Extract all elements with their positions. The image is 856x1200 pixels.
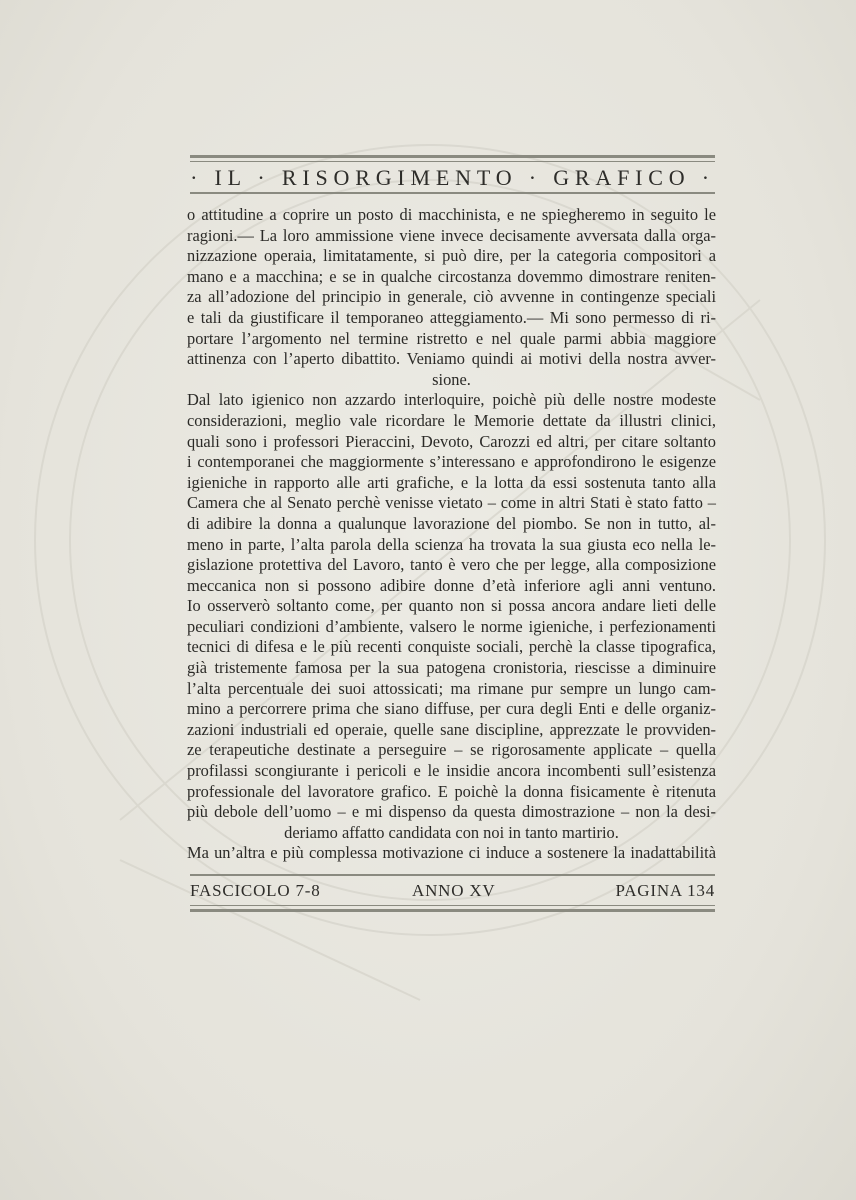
text-line: di adibire la donna a qualunque lavorazione del piombo. Se non in tutto, al- xyxy=(187,513,716,533)
text-line: profilassi scongiurante i pericoli e le insidie ancora incombenti sull’esistenza xyxy=(187,761,716,781)
issue-number: FASCICOLO 7-8 xyxy=(190,881,321,900)
text-line: peculiari condizioni d’ambiente, valsero le norme igieniche, i perfezionamenti xyxy=(187,616,716,636)
text-line: considerazioni, meglio vale ricordare le Memorie dettate da illustri clinici, xyxy=(187,410,716,430)
footer-rule-bottom xyxy=(190,909,715,912)
header-rule-top xyxy=(190,155,715,158)
text-line: e tali da giustificare il temporaneo atteggiamento.— Mi sono permesso di ri- xyxy=(187,307,716,327)
text-line: gislazione protettiva del Lavoro, tanto è vero che per legge, alla composizione xyxy=(187,555,716,575)
text-line: mano e a macchina; e se in qualche circostanza dovemmo dimostrare reniten- xyxy=(187,266,716,286)
text-line: zazioni industriali ed operaie, quelle sane discipline, apprezzate le provviden- xyxy=(187,719,716,739)
page-number: PAGINA 134 xyxy=(615,881,715,900)
year-label: ANNO XV xyxy=(412,881,496,900)
text-line: Dal lato igienico non azzardo interloquire, poichè più delle nostre modeste xyxy=(187,390,716,410)
text-line: più debole dell’uomo – e mi dispenso da questa dimostrazione – non la desi- xyxy=(187,802,716,822)
text-line: igieniche in rapporto alle arti grafiche, e la lotta da essi sostenuta tanto alla xyxy=(187,472,716,492)
text-line: professionale del lavoratore grafico. E poichè la donna fisicamente è ritenuta xyxy=(187,781,716,801)
text-line: portare l’argomento nel termine ristretto e nel quale parmi abbia maggiore xyxy=(187,328,716,348)
text-line: tecnici di difesa e le più recenti conquiste sociali, perchè la classe tipografica, xyxy=(187,637,716,657)
text-line: meccanica non si possono adibire donne d’età inferiore agli anni ventuno. xyxy=(187,575,716,595)
text-line: sione. xyxy=(432,369,471,389)
article-body xyxy=(187,205,716,864)
text-line: deriamo affatto candidata con noi in tanto martirio. xyxy=(284,822,619,842)
page-footer xyxy=(190,881,715,905)
header-rule-bottom xyxy=(190,192,715,194)
text-line: già tristemente famosa per la sua patogena cronistoria, riescisse a diminuire xyxy=(187,658,716,678)
text-line: Camera che al Senato perchè venisse vietato – come in altri Stati è stato fatto – xyxy=(187,493,716,513)
text-line: o attitudine a coprire un posto di macchinista, e ne spiegheremo in seguito le xyxy=(187,205,716,224)
text-line: meno in parte, l’alta parola della scienza ha trovata la sua giusta eco nella le- xyxy=(187,534,716,554)
text-line: l’alta percentuale dei suoi attossicati; ma rimane pur sempre un lungo cam- xyxy=(187,678,716,698)
text-line: ze terapeutiche destinate a perseguire – se rigorosamente applicate – quella xyxy=(187,740,716,760)
text-line: i contemporanei che maggiormente s’interessano e approfondirono le esigenze xyxy=(187,452,716,472)
text-line: Io osserverò soltanto come, per quanto non si possa ancora andare lieti delle xyxy=(187,596,716,616)
footer-rule-top xyxy=(190,874,715,876)
text-line: quali sono i professori Pieraccini, Devoto, Carozzi ed altri, per citare soltanto xyxy=(187,431,716,451)
text-line: mino a percorrere prima che siano diffuse, per cura degli Enti e delle organiz- xyxy=(187,699,716,719)
text-line: nizzazione operaia, limitatamente, si può dire, per la categoria compositori a xyxy=(187,246,716,266)
text-line: Ma un’altra e più complessa motivazione ci induce a sostenere la inadattabilità xyxy=(187,843,716,863)
header-rule-top-thin xyxy=(190,161,715,162)
footer-rule-bottom-thin xyxy=(190,905,715,906)
text-line: ragioni.— La loro ammissione viene invece decisamente avversata dalla orga- xyxy=(187,225,716,245)
text-line: za all’adozione del principio in generale, ciò avvenne in contingenze speciali xyxy=(187,287,716,307)
journal-title: · IL · RISORGIMENTO · GRAFICO · xyxy=(190,165,715,190)
text-line: attinenza con l’aperto dibattito. Veniamo quindi ai motivi della nostra avver- xyxy=(187,349,716,369)
